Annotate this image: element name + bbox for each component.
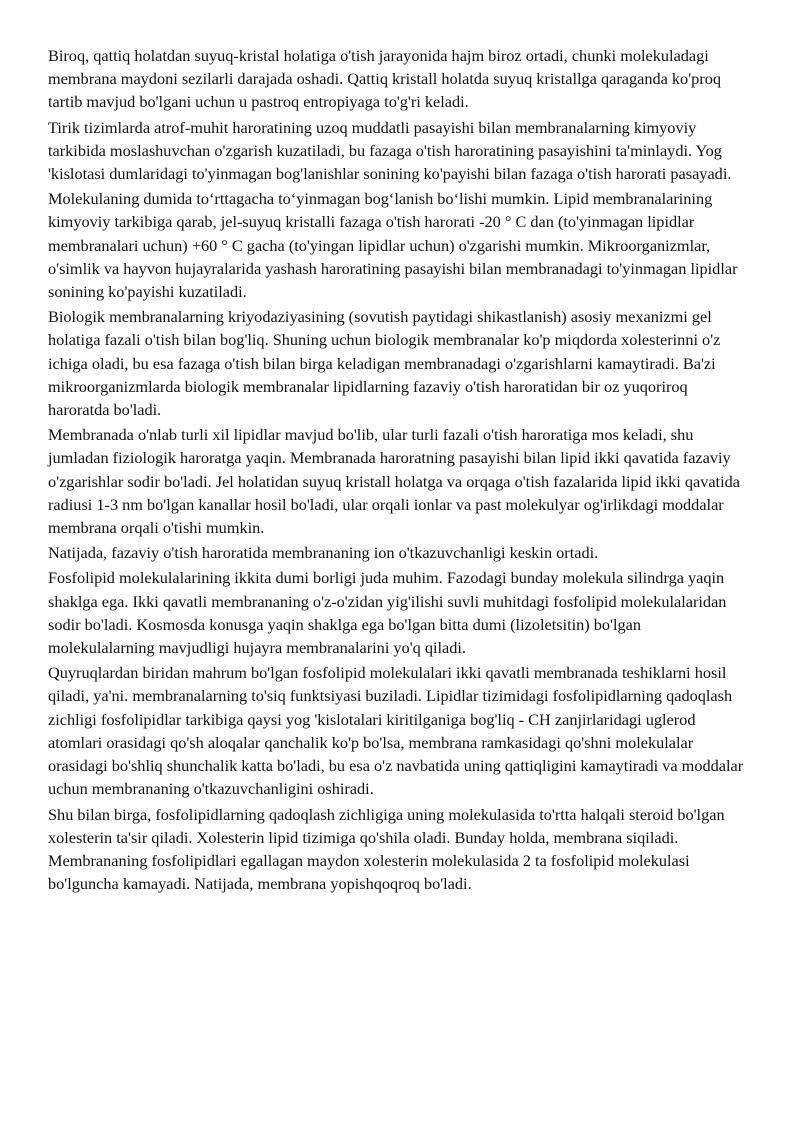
paragraph: Biroq, qattiq holatdan suyuq-kristal holatiga o'tish jarayonida hajm biroz ortadi, chunki molekuladagi membrana maydoni sezilarli darajada oshadi. Qattiq kristall holatda suyuq kristallga qaraganda ko'proq tartib mavjud bo'lgani uchun u pastroq entropiyaga to'g'ri keladi. xyxy=(48,46,721,112)
paragraph: Quyruqlardan biridan mahrum bo'lgan fosfolipid molekulalari ikki qavatli membranada teshiklarni hosil qiladi, ya'ni. membranalarning to'siq funktsiyasi buziladi. Lipidlar tizimidagi fosfolipidlarning qadoqlash zichligi fosfolipidlar tarkibiga qaysi yog 'kislotalari kiritilganiga bog'liq - CH zanjirlaridagi uglerod atomlari orasidagi qo'sh aloqalar qanchalik ko'p bo'lsa, membrana ramkasidagi qo'shni molekulalar orasidagi bo'shliq shunchalik katta bo'ladi, bu esa o'z navbatida uning qattiqligini kamaytiradi va moddalar uchun membrananing o'tkazuvchanligini oshiradi. xyxy=(48,663,744,799)
paragraph: Shu bilan birga, fosfolipidlarning qadoqlash zichligiga uning molekulasida to'rtta halqali steroid bo'lgan xolesterin ta'sir qiladi. Xolesterin lipid tizimiga qo'shila oladi. Bunday holda, membrana siqiladi. Membrananing fosfolipidlari egallagan maydon xolesterin molekulasida 2 ta fosfolipid molekulasi bo'lguncha kamayadi. Natijada, membrana yopishqoqroq bo'ladi. xyxy=(48,804,725,894)
paragraph: Membranada o'nlab turli xil lipidlar mavjud bo'lib, ular turli fazali o'tish haroratiga mos keladi, shu jumladan fiziologik haroratga yaqin. Membranada haroratning pasayishi bilan lipid ikki qavatida fazaviy o'zgarishlar sodir bo'ladi. Jel holatidan suyuq kristall holatga va orqaga o'tish fazalarida lipid ikki qavatida radiusi 1-3 nm bo'lgan kanallar hosil bo'ladi, ular orqali ionlar va past molekulyar og'irlikdagi moddalar membrana orqali o'tishi mumkin. xyxy=(48,425,740,538)
paragraph: Fosfolipid molekulalarining ikkita dumi borligi juda muhim. Fazodagi bunday molekula silindrga yaqin shaklga ega. Ikki qavatli membrananing o'z-o'zidan yig'ilishi suvli muhitdagi fosfolipid molekulalaridan sodir bo'ladi. Kosmosda konusga yaqin shaklga ega bo'lgan bitta dumi (lizoletsitin) bo'lgan molekulalarning mavjudligi hujayra membranalarini yo'q qiladi. xyxy=(48,568,727,658)
paragraph: Natijada, fazaviy o'tish haroratida membrananing ion o'tkazuvchanligi keskin ortadi. xyxy=(48,543,599,563)
paragraph: Biologik membranalarning kriyodaziyasining (sovutish paytidagi shikastlanish) asosiy mexanizmi gel holatiga fazali o'tish bilan bog'liq. Shuning uchun biologik membranalar ko'p miqdorda xolesterinni o'z ichiga oladi, bu esa fazaga o'tish bilan birga keladigan membranadagi o'zgarishlarni kamaytiradi. Ba'zi mikroorganizmlarda biologik membranalar lipidlarning fazaviy o'tish haroratidan bir oz yuqoriroq haroratda bo'ladi. xyxy=(48,307,721,420)
paragraph: Tirik tizimlarda atrof-muhit haroratining uzoq muddatli pasayishi bilan membranalarning kimyoviy tarkibida moslashuvchan o'zgarish kuzatiladi, bu fazaga o'tish haroratining pasayishini ta'minlaydi. Yog 'kislotasi dumlaridagi to'yinmagan bog'lanishlar sonining ko'payishi bilan fazaga o'tish harorati pasayadi. xyxy=(48,117,732,184)
document-page xyxy=(48,44,748,897)
paragraph: Molekulaning dumida to‘rttagacha to‘yinmagan bog‘lanish bo‘lishi mumkin. Lipid membranalarining kimyoviy tarkibiga qarab, jel-suyuq kristalli fazaga o'tish harorati -20 ° C dan (to'yinmagan lipidlar membranalari uchun) +60 ° C gacha (to'yingan lipidlar uchun) o'zgarishi mumkin. Mikroorganizmlar, o'simlik va hayvon hujayralarida yashash haroratining pasayishi bilan membranadagi to'yinmagan lipidlar sonining ko'payishi kuzatiladi. xyxy=(48,189,738,302)
